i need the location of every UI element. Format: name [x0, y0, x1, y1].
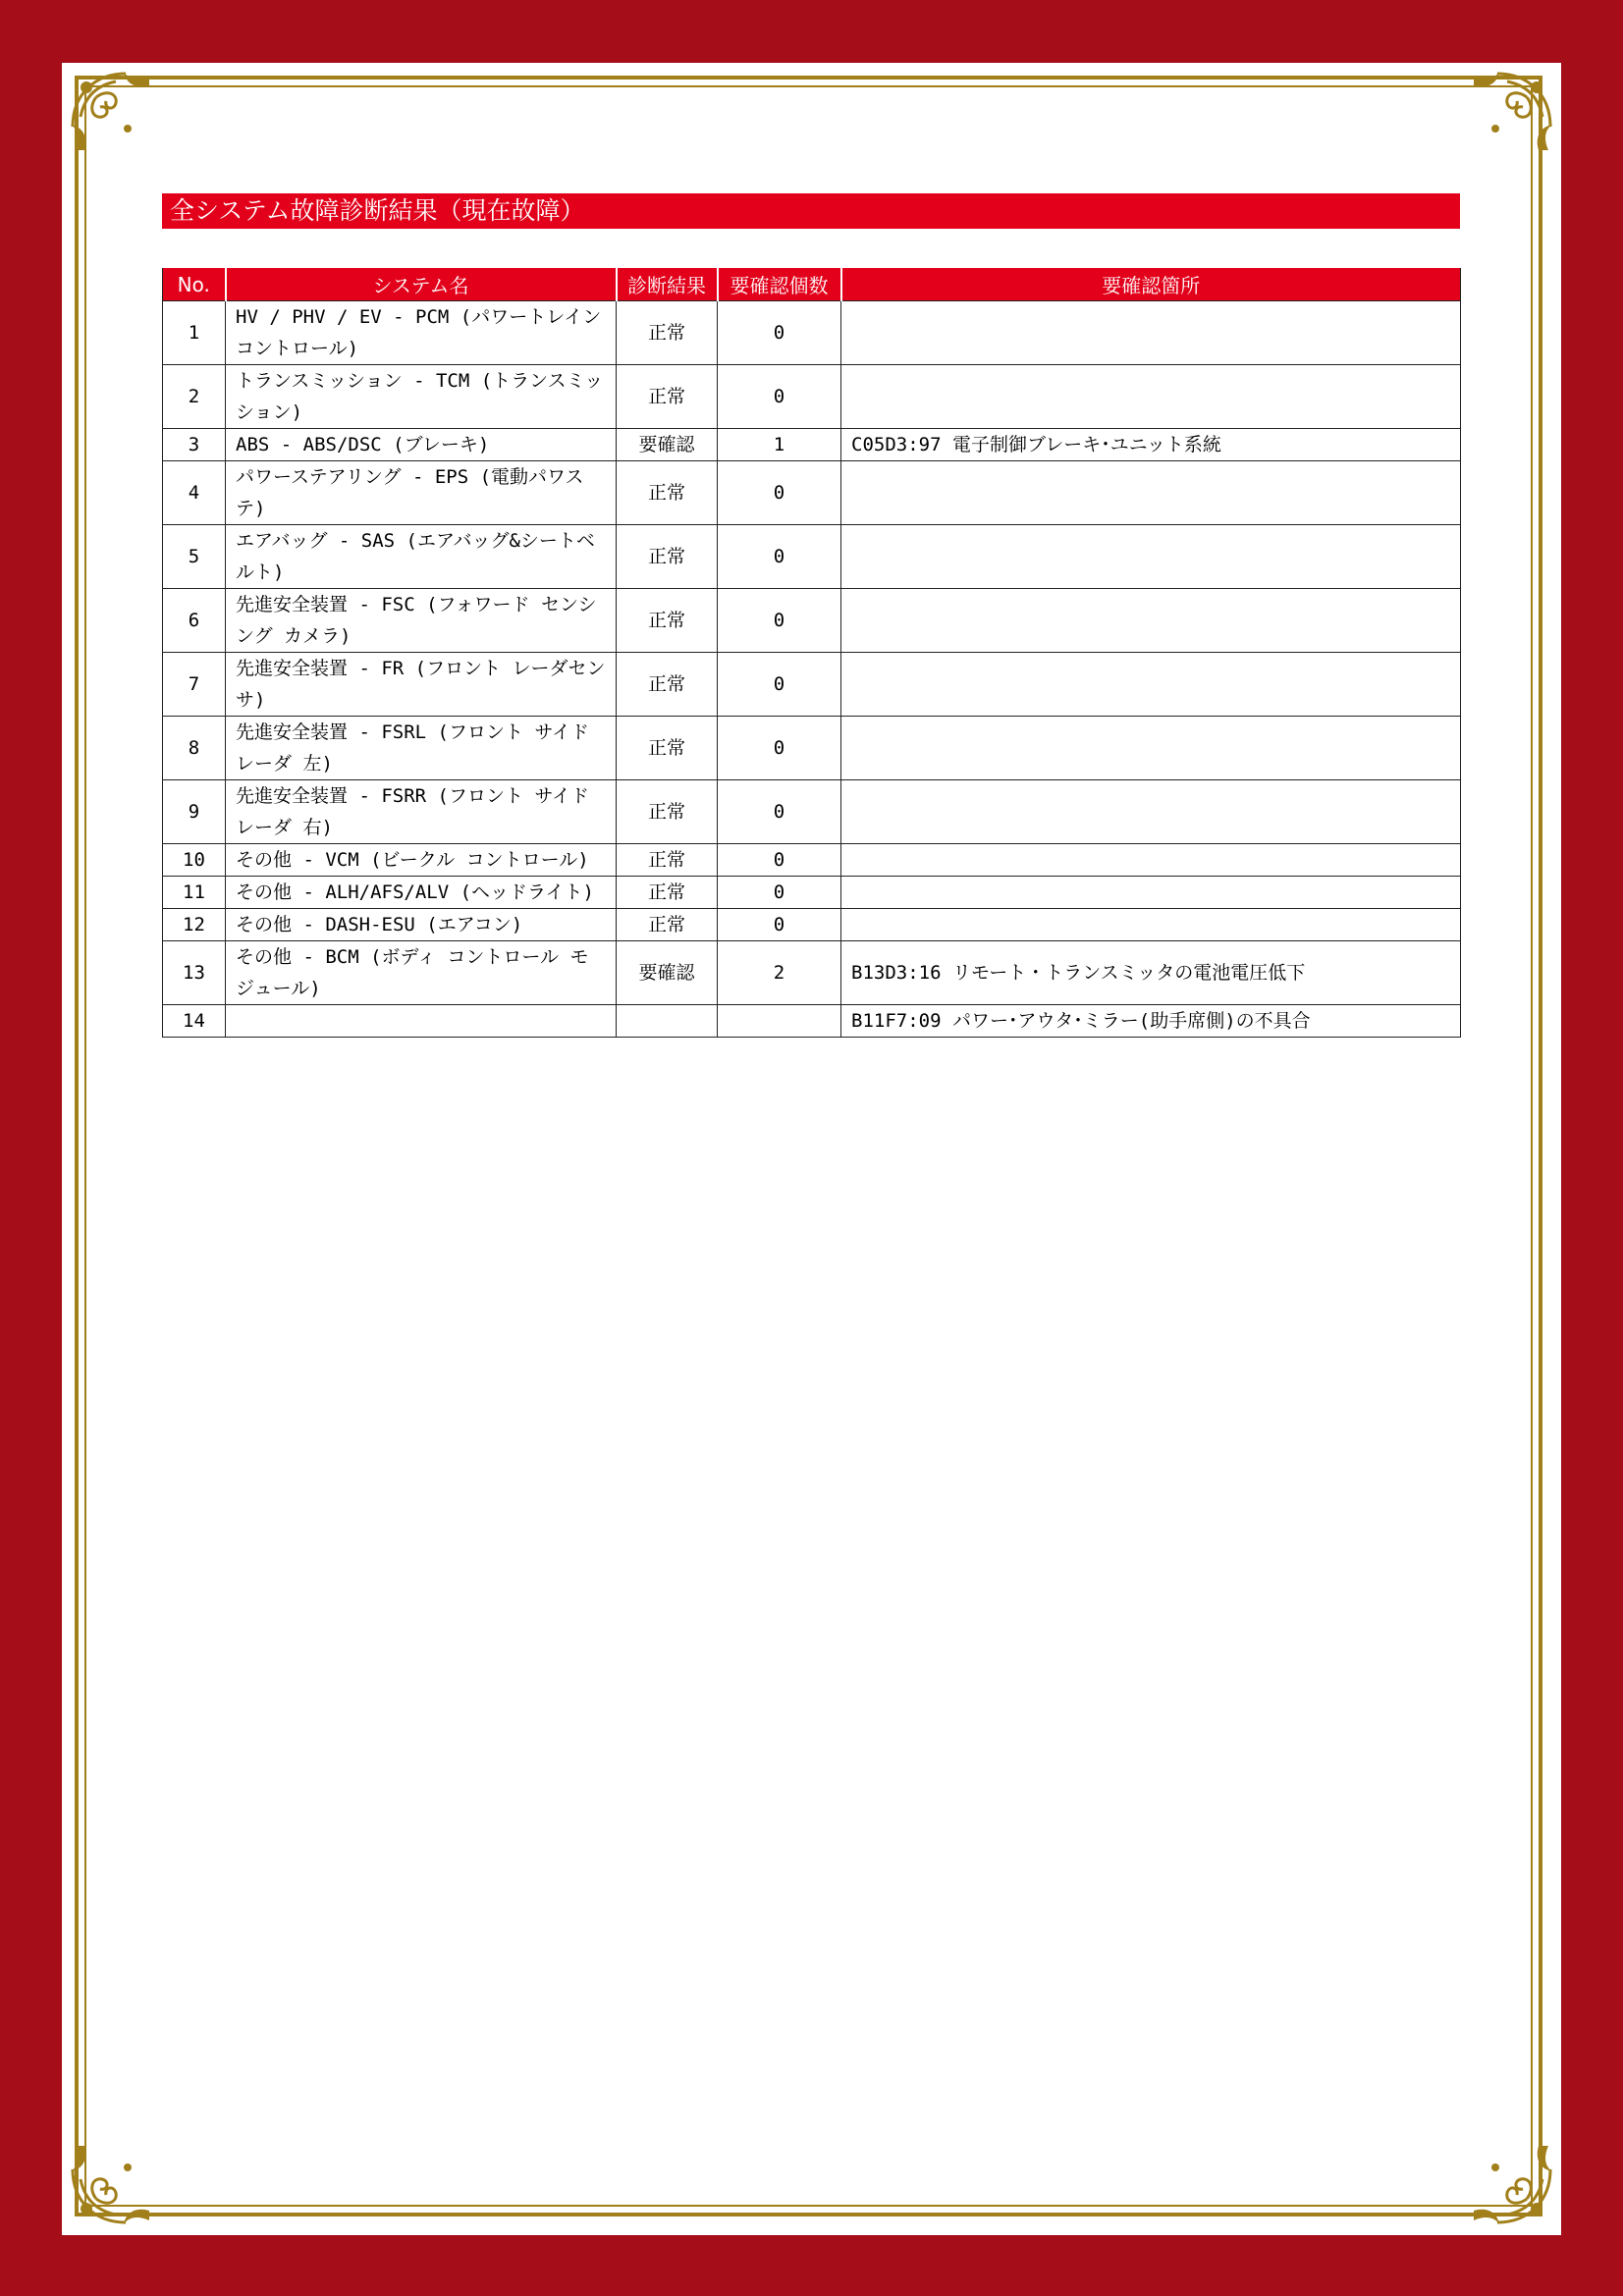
row-no: 6: [163, 589, 226, 653]
row-system: その他 - DASH-ESU (エアコン): [226, 909, 617, 941]
row-location: [841, 301, 1461, 365]
row-system: HV / PHV / EV - PCM (パワートレインコントロール): [226, 301, 617, 365]
row-system: 先進安全装置 - FSRL (フロント サイドレーダ 左): [226, 717, 617, 780]
row-system: [226, 1005, 617, 1038]
table-row: [163, 717, 1461, 780]
row-result: 正常: [617, 589, 718, 653]
table-header-row: [163, 268, 1461, 301]
row-count: 2: [718, 941, 841, 1005]
corner-ornament-icon: [1462, 68, 1556, 162]
row-system: エアバッグ - SAS (エアバッグ&シートベルト): [226, 525, 617, 589]
row-count: 0: [718, 589, 841, 653]
row-no: 8: [163, 717, 226, 780]
table-row: [163, 780, 1461, 844]
row-location: [841, 909, 1461, 941]
row-location: [841, 717, 1461, 780]
row-no: 14: [163, 1005, 226, 1038]
row-system: トランスミッション - TCM (トランスミッション): [226, 365, 617, 429]
row-system: 先進安全装置 - FSC (フォワード センシング カメラ): [226, 589, 617, 653]
table-row: [163, 429, 1461, 461]
row-count: 0: [718, 301, 841, 365]
row-location: [841, 877, 1461, 909]
row-result: 正常: [617, 461, 718, 525]
table-row: [163, 941, 1461, 1005]
row-no: 12: [163, 909, 226, 941]
row-location: [841, 461, 1461, 525]
table-row: [163, 1005, 1461, 1038]
row-result: 正常: [617, 844, 718, 877]
table-row: [163, 365, 1461, 429]
table-row: [163, 877, 1461, 909]
row-no: 9: [163, 780, 226, 844]
row-system: その他 - BCM (ボディ コントロール モジュール): [226, 941, 617, 1005]
row-location: C05D3:97 電子制御ブレーキ･ユニット系統: [841, 429, 1461, 461]
row-no: 10: [163, 844, 226, 877]
row-system: 先進安全装置 - FR (フロント レーダセンサ): [226, 653, 617, 717]
row-count: 0: [718, 653, 841, 717]
row-result: [617, 1005, 718, 1038]
row-result: 正常: [617, 653, 718, 717]
row-result: 正常: [617, 909, 718, 941]
row-no: 2: [163, 365, 226, 429]
row-count: 0: [718, 525, 841, 589]
col-header-result: 診断結果: [617, 268, 718, 301]
row-count: 0: [718, 780, 841, 844]
section-title: 全システム故障診断結果（現在故障）: [162, 193, 1460, 229]
table-row: [163, 525, 1461, 589]
table-row: [163, 301, 1461, 365]
table-row: [163, 461, 1461, 525]
row-location: B11F7:09 パワー･アウタ･ミラー(助手席側)の不具合: [841, 1005, 1461, 1038]
row-location: B13D3:16 リモート・トランスミッタの電池電圧低下: [841, 941, 1461, 1005]
row-no: 4: [163, 461, 226, 525]
row-result: 正常: [617, 717, 718, 780]
table-row: [163, 909, 1461, 941]
row-system: パワーステアリング - EPS (電動パワステ): [226, 461, 617, 525]
row-location: [841, 844, 1461, 877]
row-count: 1: [718, 429, 841, 461]
row-system: 先進安全装置 - FSRR (フロント サイドレーダ 右): [226, 780, 617, 844]
row-no: 7: [163, 653, 226, 717]
row-no: 11: [163, 877, 226, 909]
row-count: 0: [718, 877, 841, 909]
row-system: ABS - ABS/DSC (ブレーキ): [226, 429, 617, 461]
corner-ornament-icon: [1462, 2134, 1556, 2228]
row-no: 13: [163, 941, 226, 1005]
row-location: [841, 525, 1461, 589]
row-result: 正常: [617, 877, 718, 909]
row-no: 5: [163, 525, 226, 589]
row-no: 1: [163, 301, 226, 365]
col-header-location: 要確認箇所: [841, 268, 1461, 301]
row-system: その他 - ALH/AFS/ALV (ヘッドライト): [226, 877, 617, 909]
col-header-no: No.: [163, 268, 226, 301]
table-row: [163, 589, 1461, 653]
row-location: [841, 780, 1461, 844]
row-location: [841, 589, 1461, 653]
row-count: 0: [718, 365, 841, 429]
row-count: 0: [718, 717, 841, 780]
row-result: 正常: [617, 301, 718, 365]
row-count: [718, 1005, 841, 1038]
row-count: 0: [718, 844, 841, 877]
row-result: 正常: [617, 365, 718, 429]
col-header-count: 要確認個数: [718, 268, 841, 301]
row-location: [841, 365, 1461, 429]
row-system: その他 - VCM (ビークル コントロール): [226, 844, 617, 877]
table-row: [163, 844, 1461, 877]
table-row: [163, 653, 1461, 717]
row-location: [841, 653, 1461, 717]
corner-ornament-icon: [67, 2134, 161, 2228]
col-header-system: システム名: [226, 268, 617, 301]
row-result: 正常: [617, 525, 718, 589]
row-result: 正常: [617, 780, 718, 844]
row-no: 3: [163, 429, 226, 461]
row-count: 0: [718, 909, 841, 941]
row-count: 0: [718, 461, 841, 525]
row-result: 要確認: [617, 941, 718, 1005]
corner-ornament-icon: [67, 68, 161, 162]
row-result: 要確認: [617, 429, 718, 461]
diagnosis-table: [162, 268, 1461, 1038]
